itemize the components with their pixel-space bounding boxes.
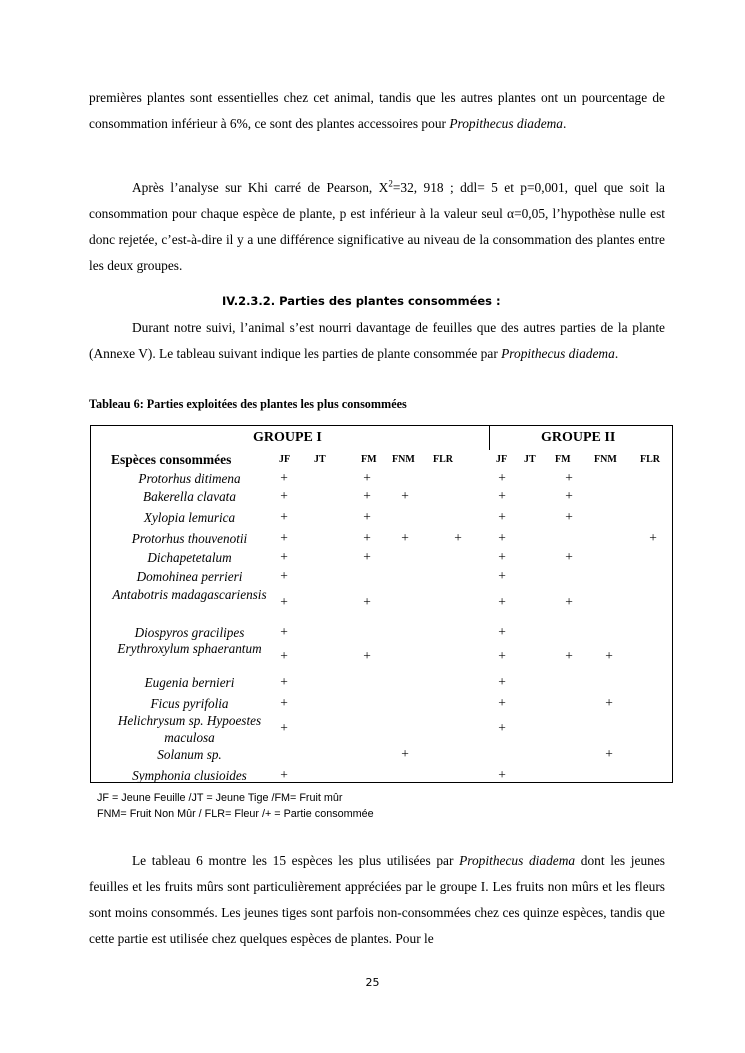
- species-name: Eugenia bernieri: [144, 675, 235, 690]
- species-name: Ficus pyrifolia: [150, 696, 229, 711]
- consumed-mark-jf-g2: +: [498, 720, 506, 735]
- consumed-mark-jf-g1: +: [280, 695, 288, 710]
- consumed-mark-jf-g1: +: [280, 568, 288, 583]
- consumed-mark-jf-g2: +: [498, 488, 506, 503]
- species-column-header: Espèces consommées: [111, 452, 232, 467]
- consumed-mark-jf-g1: +: [280, 720, 288, 735]
- consumed-mark-fm-g1: +: [363, 648, 371, 663]
- group-divider: [489, 426, 490, 450]
- consumed-mark-jf-g1: +: [280, 594, 288, 609]
- table-row: [91, 640, 672, 674]
- table-row: [91, 568, 672, 585]
- paragraph-summary: Le tableau 6 montre les 15 espèces les plus utilisées par Propithecus diadema dont les jeunes feuilles et les fruits mûrs sont particulièrement appréciées par le groupe I. Les fruits non mûrs et les fleurs sont moins consommés. Les jeunes tiges sont parfois non-consommées chez ces quinze espèces, tandis que cette partie est utilisée chez quelques espèces de plantes. Pour le: [89, 853, 665, 946]
- plant-parts-table: [90, 425, 673, 783]
- species-name: Antabotris madagascariensis: [112, 587, 267, 602]
- consumed-mark-jf-g2: +: [498, 509, 506, 524]
- column-header-fm-g2: FM: [555, 454, 571, 465]
- consumed-mark-jf-g1: +: [280, 509, 288, 524]
- species-name: Solanum sp.: [157, 747, 222, 762]
- consumed-mark-fm-g2: +: [565, 549, 573, 564]
- species-name: Protorhus thouvenotii: [131, 531, 248, 546]
- consumed-mark-jf-g1: +: [280, 549, 288, 564]
- legend-line-1: JF = Jeune Feuille /JT = Jeune Tige /FM= Fruit mûr: [97, 792, 343, 804]
- consumed-mark-jf-g1: +: [280, 530, 288, 545]
- consumed-mark-fnm-g1: +: [401, 746, 409, 761]
- species-name: Bakerella clavata: [143, 489, 236, 504]
- consumed-mark-fm-g2: +: [565, 470, 573, 485]
- table-row: [91, 586, 672, 620]
- consumed-mark-jf-g2: +: [498, 594, 506, 609]
- consumed-mark-fm-g1: +: [363, 530, 371, 545]
- consumed-mark-fm-g2: +: [565, 594, 573, 609]
- consumed-mark-fnm-g2: +: [605, 695, 613, 710]
- column-header-flr-g1: FLR: [433, 454, 453, 465]
- column-header-jf-g2: JF: [496, 454, 508, 465]
- consumed-mark-jf-g2: +: [498, 470, 506, 485]
- consumed-mark-fm-g1: +: [363, 509, 371, 524]
- column-header-fm-g1: FM: [361, 454, 377, 465]
- consumed-mark-fm-g1: +: [363, 470, 371, 485]
- consumed-mark-fm-g1: +: [363, 549, 371, 564]
- table-row: [91, 509, 672, 526]
- paragraph-chi-square: Après l’analyse sur Khi carré de Pearson, $X^2=32$, 918 ; ddl= 5 et p=0,001, quel que soit la consommation pour chaque espèce de plante, p est inférieur à la valeur seul α=0,05, l’hypothèse nulle est donc rejetée, c’est-à-dire il y a une différence significative au niveau de la consommation des plantes entre les deux groupes.: [89, 178, 666, 273]
- table-row: [91, 624, 672, 641]
- table-caption: Tableau 6: Parties exploitées des plantes les plus consommées: [89, 397, 407, 411]
- consumed-mark-jf-g1: +: [280, 648, 288, 663]
- consumed-mark-fm-g2: +: [565, 488, 573, 503]
- species-name: Symphonia clusioides: [132, 768, 247, 783]
- consumed-mark-jf-g1: +: [280, 470, 288, 485]
- consumed-mark-jf-g1: +: [280, 674, 288, 689]
- species-name: Dichapetetalum: [147, 550, 232, 565]
- column-header-flr-g2: FLR: [640, 454, 660, 465]
- consumed-mark-fm-g2: +: [565, 648, 573, 663]
- consumed-mark-fm-g1: +: [363, 488, 371, 503]
- group1-header: GROUPE I: [253, 430, 322, 445]
- consumed-mark-jf-g2: +: [498, 624, 506, 639]
- page-number: 25: [365, 976, 380, 989]
- consumed-mark-fnm-g2: +: [605, 648, 613, 663]
- species-name: Xylopia lemurica: [143, 510, 236, 525]
- column-header-jf-g1: JF: [279, 454, 291, 465]
- table-row: [91, 767, 672, 784]
- species-name: Diospyros gracilipes: [134, 625, 245, 640]
- consumed-mark-jf-g1: +: [280, 624, 288, 639]
- species-name: Protorhus ditimena: [138, 471, 241, 486]
- species-name: Erythroxylum sphaerantum: [117, 641, 262, 656]
- table-row: [91, 674, 672, 691]
- paragraph-intro: premières plantes sont essentielles chez cet animal, tandis que les autres plantes ont un pourcentage de consommation inférieur à 6%, ce sont des plantes accessoires pour Propithecus diadema.: [89, 90, 665, 131]
- section-heading: IV.2.3.2. Parties des plantes consommées :: [222, 294, 501, 308]
- consumed-mark-jf-g2: +: [498, 695, 506, 710]
- table-row: [91, 746, 672, 763]
- column-header-jt-g1: JT: [314, 454, 326, 465]
- paragraph-parts: Durant notre suivi, l’animal s’est nourri davantage de feuilles que des autres parties de la plante (Annexe V). Le tableau suivant indique les parties de plante consommée par Propithecus diadema.: [89, 320, 665, 361]
- table-row: [91, 695, 672, 712]
- consumed-mark-jf-g1: +: [280, 767, 288, 782]
- consumed-mark-jf-g2: +: [498, 767, 506, 782]
- consumed-mark-flr-g2: +: [649, 530, 657, 545]
- table-row: [91, 488, 672, 505]
- species-name: Domohinea perrieri: [136, 569, 243, 584]
- group2-header: GROUPE II: [541, 430, 616, 445]
- consumed-mark-jf-g2: +: [498, 549, 506, 564]
- table-row: [91, 470, 672, 487]
- consumed-mark-fnm-g1: +: [401, 488, 409, 503]
- species-name: Helichrysum sp. Hypoestes maculosa: [117, 713, 262, 745]
- consumed-mark-jf-g1: +: [280, 488, 288, 503]
- table-row: [91, 712, 672, 746]
- consumed-mark-fnm-g2: +: [605, 746, 613, 761]
- consumed-mark-fm-g2: +: [565, 509, 573, 524]
- column-header-fnm-g1: FNM: [392, 454, 415, 465]
- consumed-mark-jf-g2: +: [498, 568, 506, 583]
- consumed-mark-fnm-g1: +: [401, 530, 409, 545]
- table-row: [91, 549, 672, 566]
- column-header-fnm-g2: FNM: [594, 454, 617, 465]
- consumed-mark-fm-g1: +: [363, 594, 371, 609]
- legend-line-2: FNM= Fruit Non Mûr / FLR= Fleur /+ = Partie consommée: [97, 808, 374, 820]
- column-header-jt-g2: JT: [524, 454, 536, 465]
- consumed-mark-flr-g1: +: [454, 530, 462, 545]
- consumed-mark-jf-g2: +: [498, 530, 506, 545]
- consumed-mark-jf-g2: +: [498, 648, 506, 663]
- consumed-mark-jf-g2: +: [498, 674, 506, 689]
- table-row: [91, 530, 672, 547]
